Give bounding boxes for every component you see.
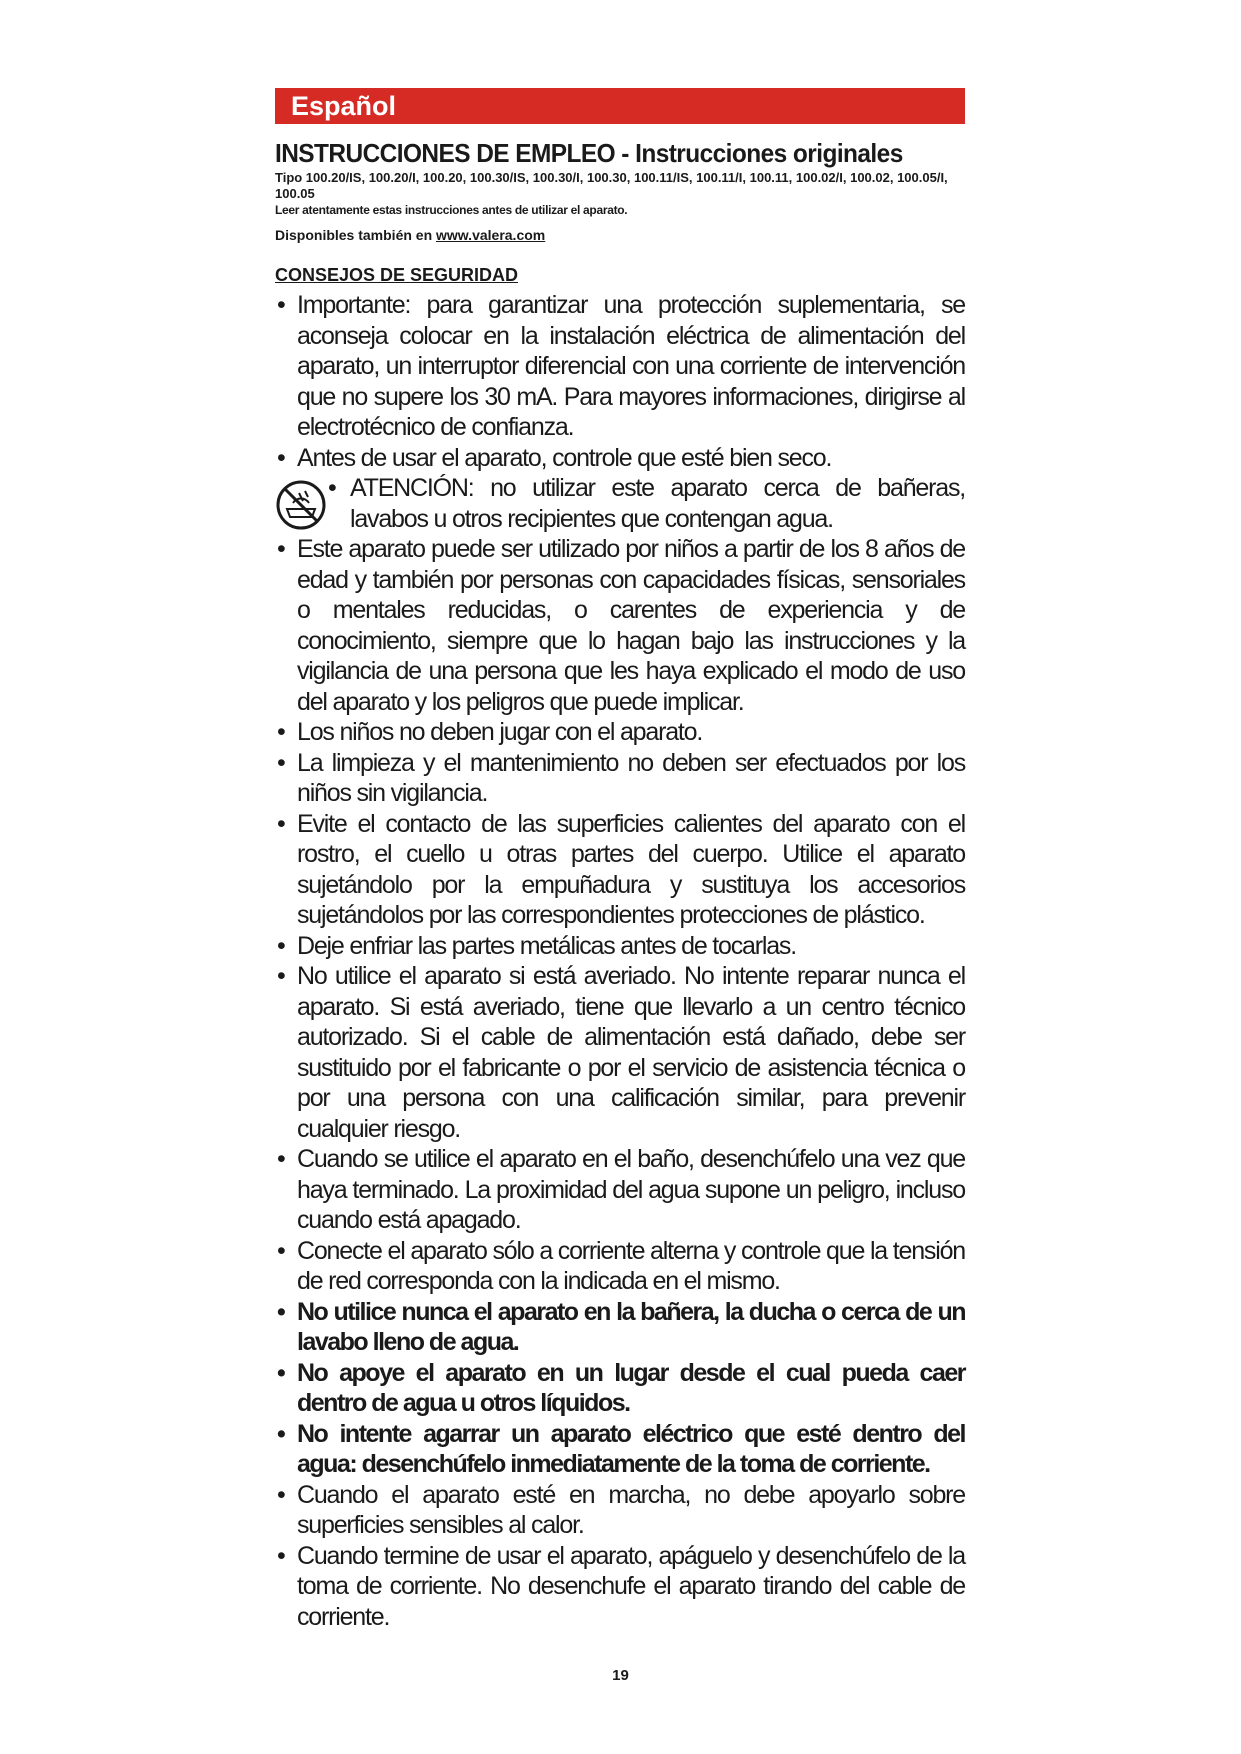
list-item: • Cuando se utilice el aparato en el baño, desenchúfelo una vez que haya terminado. La proximidad del agua supone un peligro, incluso cuando está apagado.	[275, 1144, 965, 1236]
website-link[interactable]: www.valera.com	[436, 227, 546, 243]
language-banner: Español	[275, 88, 965, 124]
no-bath-icon	[275, 479, 327, 531]
list-item: • Este aparato puede ser utilizado por niños a partir de los 8 años de edad y también por personas con capacidades físicas, sensoriales o mentales reducidas, o carentes de experiencia y de conocimiento, siempre que lo hagan bajo las instrucciones y la vigilancia de una persona que les haya explicado el modo de uso del aparato y los peligros que puede implicar.	[275, 534, 965, 717]
list-item: • Los niños no deben jugar con el aparato.	[275, 717, 965, 748]
list-item: • Antes de usar el aparato, controle que esté bien seco.	[275, 443, 965, 474]
available-label: Disponibles también en	[275, 227, 433, 243]
section-title: CONSEJOS DE SEGURIDAD	[275, 265, 519, 285]
list-item: • Evite el contacto de las superficies calientes del aparato con el rostro, el cuello u otras partes del cuerpo. Utilice el aparato sujetándolo por la empuñadura y sustituya los accesorios sujetándolos por las correspondientes protecciones de plástico.	[275, 809, 965, 931]
safety-list	[275, 290, 965, 1632]
list-item: • Cuando el aparato esté en marcha, no debe apoyarlo sobre superficies sensibles al calor.	[275, 1480, 965, 1541]
list-item: • Conecte el aparato sólo a corriente alterna y controle que la tensión de red corresponda con la indicada en el mismo.	[275, 1236, 965, 1297]
warning-text: ATENCIÓN: no utilizar este aparato cerca de bañeras, lavabos u otros recipientes que contengan agua.	[350, 474, 965, 533]
model-types: Tipo 100.20/IS, 100.20/I, 100.20, 100.30/IS, 100.30/I, 100.30, 100.11/IS, 100.11/I, 100.11, 100.02/I, 100.02, 100.05/I, 100.05	[275, 170, 948, 201]
availability-line	[275, 226, 965, 244]
list-item: • No utilice el aparato si está averiado. No intente reparar nunca el aparato. Si está averiado, tiene que llevarlo a un centro técnico autorizado. Si el cable de alimentación está dañado, debe ser sustituido por el fabricante o por el servicio de asistencia técnica o por una persona con una calificación similar, para prevenir cualquier riesgo.	[275, 961, 965, 1144]
list-item-bold: • No apoye el aparato en un lugar desde el cual pueda caer dentro de agua u otros líquidos.	[275, 1358, 965, 1419]
manual-page	[275, 88, 965, 1632]
list-item-warning	[275, 473, 965, 534]
list-item: • La limpieza y el mantenimiento no deben ser efectuados por los niños sin vigilancia.	[275, 748, 965, 809]
list-item-bold: • No intente agarrar un aparato eléctrico que esté dentro del agua: desenchúfelo inmediatamente de la toma de corriente.	[275, 1419, 965, 1480]
list-item: • Cuando termine de usar el aparato, apáguelo y desenchúfelo de la toma de corriente. No desenchufe el aparato tirando del cable de corriente.	[275, 1541, 965, 1633]
page-title: INSTRUCCIONES DE EMPLEO - Instrucciones originales	[275, 138, 903, 168]
list-item: • Deje enfriar las partes metálicas antes de tocarlas.	[275, 931, 965, 962]
page-number: 19	[612, 1667, 629, 1684]
list-item: • Importante: para garantizar una protección suplementaria, se aconseja colocar en la instalación eléctrica de alimentación del aparato, un interruptor diferencial con una corriente de intervención que no supere los 30 mA. Para mayores informaciones, dirigirse al electrotécnico de confianza.	[275, 290, 965, 443]
list-item-bold: • No utilice nunca el aparato en la bañera, la ducha o cerca de un lavabo lleno de agua.	[275, 1297, 965, 1358]
read-note: Leer atentamente estas instrucciones antes de utilizar el aparato.	[275, 203, 628, 217]
